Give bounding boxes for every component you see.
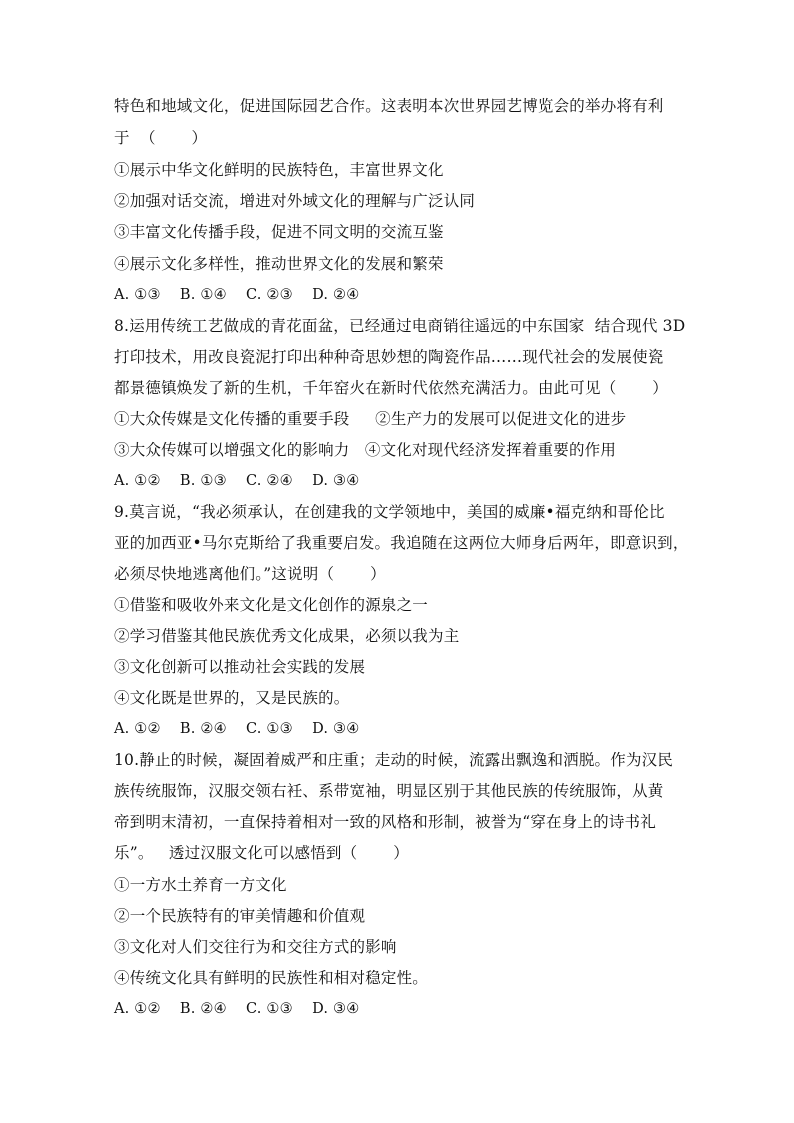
q8-answer-choices: A. ①② B. ①③ C. ②④ D. ③④ — [114, 473, 360, 489]
q8-text-line-1: 8.运用传统工艺做成的青花面盆，已经通过电商销往遥远的中东国家 结合现代 3D — [114, 317, 686, 335]
q9-text-line-3: 必须尽快地逃离他们。”这说明（ ） — [114, 565, 386, 583]
q10-option-2: ②一个民族特有的审美情趣和价值观 — [114, 907, 366, 925]
q7-text-line-2: 于 （ ） — [114, 129, 208, 147]
q7-option-1: ①展示中华文化鲜明的民族特色，丰富世界文化 — [114, 161, 444, 179]
q7-answer-choices: A. ①③ B. ①④ C. ②③ D. ②④ — [114, 287, 360, 303]
q9-option-4: ④文化既是世界的，又是民族的。 — [114, 689, 350, 707]
q9-option-1: ①借鉴和吸收外来文化是文化创作的源泉之一 — [114, 596, 429, 614]
q10-answer-choices: A. ①② B. ②④ C. ①③ D. ③④ — [114, 1001, 360, 1017]
q7-option-3: ③丰富文化传播手段，促进不同文明的交流互鉴 — [114, 223, 444, 241]
q9-text-line-2: 亚的加西亚•马尔克斯给了我重要启发。我追随在这两位大师身后两年，即意识到， — [114, 534, 689, 552]
q10-text-line-4: 乐”。 透过汉服文化可以感悟到（ ） — [114, 844, 409, 862]
q10-text-line-3: 帝到明末清初，一直保持着相对一致的风格和形制，被誉为“穿在身上的诗书礼 — [114, 813, 656, 831]
q10-text-line-2: 族传统服饰，汉服交领右衽、系带宽袖，明显区别于其他民族的传统服饰，从黄 — [114, 782, 664, 800]
q7-option-4: ④展示文化多样性，推动世界文化的发展和繁荣 — [114, 255, 444, 273]
q7-option-2: ②加强对话交流，增进对外域文化的理解与广泛认同 — [114, 192, 476, 210]
q9-option-3: ③文化创新可以推动社会实践的发展 — [114, 658, 366, 676]
q10-option-3: ③文化对人们交往行为和交往方式的影响 — [114, 938, 397, 956]
q9-answer-choices: A. ①② B. ②④ C. ①③ D. ③④ — [114, 721, 360, 737]
q8-text-line-2: 打印技术，用改良瓷泥打印出种种奇思妙想的陶瓷作品……现代社会的发展使瓷 — [114, 348, 664, 366]
q10-option-4: ④传统文化具有鲜明的民族性和相对稳定性。 — [114, 969, 429, 987]
q7-text-line-1: 特色和地域文化，促进国际园艺合作。这表明本次世界园艺博览会的举办将有利 — [114, 97, 664, 115]
q10-option-1: ①一方水土养育一方文化 — [114, 876, 287, 894]
q8-options-3-4: ③大众传媒可以增强文化的影响力 ④文化对现代经济发挥着重要的作用 — [114, 441, 617, 459]
q8-options-1-2: ①大众传媒是文化传播的重要手段 ②生产力的发展可以促进文化的进步 — [114, 410, 627, 428]
q10-text-line-1: 10.静止的时候，凝固着威严和庄重；走动的时候，流露出飘逸和洒脱。作为汉民 — [114, 751, 674, 769]
q9-text-line-1: 9.莫言说，“我必须承认，在创建我的文学领地中，美国的威廉•福克纳和哥伦比 — [114, 503, 665, 521]
q8-text-line-3: 都景德镇焕发了新的生机，千年窑火在新时代依然充满活力。由此可见（ ） — [114, 379, 668, 397]
q9-option-2: ②学习借鉴其他民族优秀文化成果，必须以我为主 — [114, 627, 460, 645]
